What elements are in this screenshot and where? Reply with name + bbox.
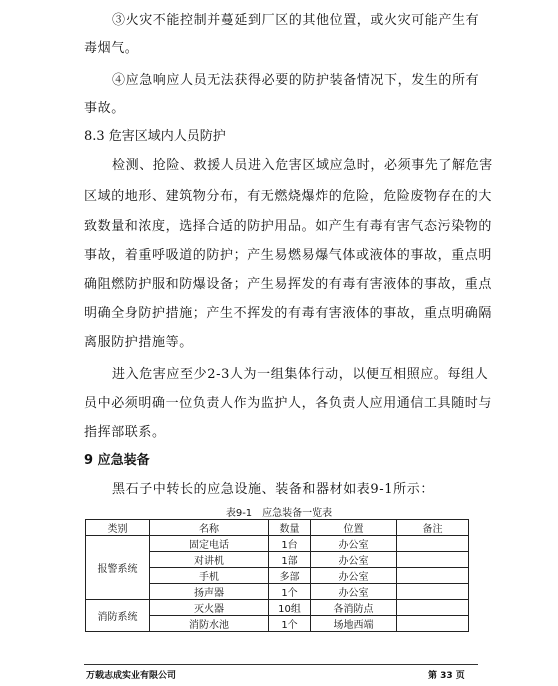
- note-cell: [397, 552, 469, 568]
- column-header-note: 备注: [397, 520, 469, 536]
- quantity-cell: 10组: [269, 600, 311, 616]
- paragraph-line: ③火灾不能控制并蔓延到厂区的其他位置，或火灾可能产生有: [112, 13, 480, 28]
- note-cell: [397, 568, 469, 584]
- paragraph-line: 员中必须明确一位负责人作为监护人，各负责人应用通信工具随时与: [84, 396, 493, 411]
- quantity-cell: 1台: [269, 536, 311, 552]
- column-header-name: 名称: [150, 520, 269, 536]
- note-cell: [397, 536, 469, 552]
- table-caption: 表9-1 应急装备一览表: [225, 508, 333, 519]
- note-cell: [397, 584, 469, 600]
- paragraph-line: 确阻燃防护服和防爆设备；产生易挥发的有毒有害液体的事故，重点: [84, 277, 493, 292]
- name-cell: 消防水池: [150, 616, 269, 632]
- table-header-row: [86, 520, 469, 536]
- name-cell: 扬声器: [150, 584, 269, 600]
- section-heading-8-3: 8.3 危害区域内人员防护: [84, 129, 226, 144]
- table-row: [86, 600, 469, 616]
- footer-page-number: 第 33 页: [428, 671, 465, 681]
- quantity-cell: 多部: [269, 568, 311, 584]
- paragraph-line: 检测、抢险、救援人员进入危害区域应急时，必须事先了解危害: [112, 158, 493, 173]
- category-cell: 消防系统: [86, 600, 150, 632]
- column-header-quantity: 数量: [269, 520, 311, 536]
- location-cell: 各消防点: [311, 600, 397, 616]
- paragraph-line: 离服防护措施等。: [84, 335, 193, 350]
- location-cell: 场地西端: [311, 616, 397, 632]
- footer-divider: [84, 664, 478, 665]
- note-cell: [397, 600, 469, 616]
- name-cell: 手机: [150, 568, 269, 584]
- equipment-table: [85, 519, 469, 632]
- section-heading-9: 9 应急装备: [84, 453, 150, 468]
- table-row: [86, 536, 469, 552]
- column-header-category: 类别: [86, 520, 150, 536]
- note-cell: [397, 616, 469, 632]
- paragraph-line: 明确全身防护措施；产生不挥发的有毒有害液体的事故，重点明确隔: [84, 306, 493, 321]
- category-cell: 报警系统: [86, 536, 150, 600]
- location-cell: 办公室: [311, 568, 397, 584]
- paragraph-line: 进入危害应至少2-3人为一组集体行动，以便互相照应。每组人: [112, 367, 489, 382]
- paragraph-line: 事故，着重呼吸道的防护；产生易燃易爆气体或液体的事故，重点明: [84, 248, 493, 263]
- paragraph-line: 指挥部联系。: [84, 425, 166, 440]
- quantity-cell: 1个: [269, 584, 311, 600]
- paragraph-line: 区域的地形、建筑物分布，有无燃烧爆炸的危险，危险废物存在的大: [84, 189, 493, 204]
- footer-company: 万载志成实业有限公司: [86, 671, 177, 681]
- location-cell: 办公室: [311, 536, 397, 552]
- paragraph-line: ④应急响应人员无法获得必要的防护装备情况下，发生的所有: [112, 73, 480, 88]
- location-cell: 办公室: [311, 584, 397, 600]
- column-header-location: 位置: [311, 520, 397, 536]
- table-intro: 黑石子中转长的应急设施、装备和器材如表9-1所示：: [112, 482, 434, 497]
- paragraph-line: 致数量和浓度，选择合适的防护用品。如产生有毒有害气态污染物的: [84, 219, 493, 234]
- quantity-cell: 1个: [269, 616, 311, 632]
- name-cell: 灭火器: [150, 600, 269, 616]
- paragraph-line: 毒烟气。: [84, 41, 139, 56]
- quantity-cell: 1部: [269, 552, 311, 568]
- location-cell: 办公室: [311, 552, 397, 568]
- paragraph-line: 事故。: [84, 101, 125, 116]
- name-cell: 对讲机: [150, 552, 269, 568]
- name-cell: 固定电话: [150, 536, 269, 552]
